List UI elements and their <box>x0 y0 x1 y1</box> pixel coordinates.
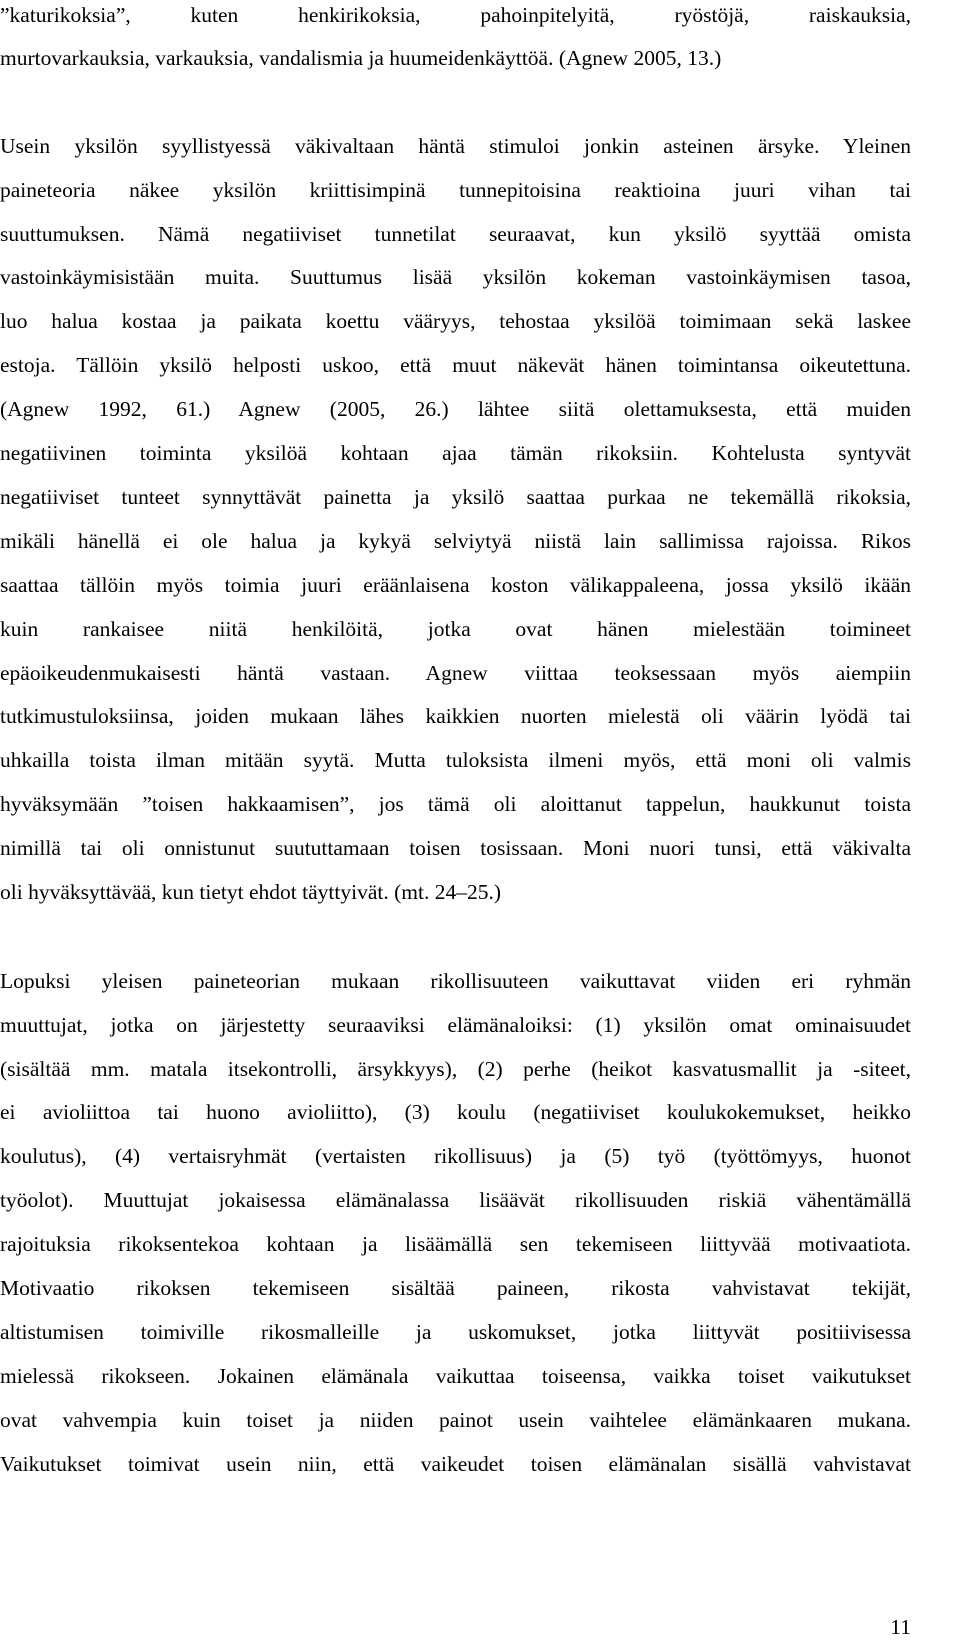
text-line: uhkailla toista ilman mitään syytä. Mutta tuloksista ilmeni myös, että moni oli valmis <box>0 748 911 772</box>
text-line: Lopuksi yleisen paineteorian mukaan rikollisuuteen vaikuttavat viiden eri ryhmän <box>0 969 911 993</box>
text-line: (sisältää mm. matala itsekontrolli, ärsykkyys), (2) perhe (heikot kasvatusmallit ja -siteet, <box>0 1057 911 1081</box>
text-line: vastoinkäymisistään muita. Suuttumus lisää yksilön kokeman vastoinkäymisen tasoa, <box>0 265 911 289</box>
text-line: ei avioliittoa tai huono avioliitto), (3) koulu (negatiiviset koulukokemukset, heikko <box>0 1100 911 1124</box>
text-line: kuin rankaisee niitä henkilöitä, jotka ovat hänen mielestään toimineet <box>0 617 911 641</box>
text-line: murtovarkauksia, varkauksia, vandalismia ja huumeidenkäyttöä. (Agnew 2005, 13.) <box>0 46 722 70</box>
text-line: oli hyväksyttävää, kun tietyt ehdot täyttyivät. (mt. 24–25.) <box>0 880 501 904</box>
text-line: altistumisen toimiville rikosmalleille ja uskomukset, jotka liittyvät positiivisessa <box>0 1320 911 1344</box>
text-line: Vaikutukset toimivat usein niin, että vaikeudet toisen elämänalan sisällä vahvistavat <box>0 1452 911 1476</box>
text-line: rajoituksia rikoksentekoa kohtaan ja lisäämällä sen tekemiseen liittyvää motivaatiota. <box>0 1232 911 1256</box>
text-line: paineteoria näkee yksilön kriittisimpinä tunnepitoisina reaktioina juuri vihan tai <box>0 178 911 202</box>
text-line: muuttujat, jotka on järjestetty seuraaviksi elämänaloiksi: (1) yksilön omat ominaisuudet <box>0 1013 911 1037</box>
text-line: Motivaatio rikoksen tekemiseen sisältää paineen, rikosta vahvistavat tekijät, <box>0 1276 911 1300</box>
text-line: hyväksymään ”toisen hakkaamisen”, jos tämä oli aloittanut tappelun, haukkunut toista <box>0 792 911 816</box>
text-line: koulutus), (4) vertaisryhmät (vertaisten rikollisuus) ja (5) työ (työttömyys, huonot <box>0 1144 911 1168</box>
text-line: ”katurikoksia”, kuten henkirikoksia, pahoinpitelyitä, ryöstöjä, raiskauksia, <box>0 3 911 27</box>
text-line: estoja. Tällöin yksilö helposti uskoo, että muut näkevät hänen toimintansa oikeutettuna. <box>0 353 911 377</box>
page-number: 11 <box>890 1615 911 1639</box>
text-line: Usein yksilön syyllistyessä väkivaltaan häntä stimuloi jonkin asteinen ärsyke. Yleinen <box>0 134 911 158</box>
text-line: ovat vahvempia kuin toiset ja niiden painot usein vaihtelee elämänkaaren mukana. <box>0 1408 911 1432</box>
text-line: (Agnew 1992, 61.) Agnew (2005, 26.) lähtee siitä olettamuksesta, että muiden <box>0 397 911 421</box>
text-line: negatiiviset tunteet synnyttävät painetta ja yksilö saattaa purkaa ne tekemällä rikoksia, <box>0 485 911 509</box>
text-line: mielessä rikokseen. Jokainen elämänala vaikuttaa toiseensa, vaikka toiset vaikutukset <box>0 1364 911 1388</box>
text-line: saattaa tällöin myös toimia juuri eräänlaisena koston välikappaleena, jossa yksilö ikään <box>0 573 911 597</box>
text-line: luo halua kostaa ja paikata koettu vääryys, tehostaa yksilöä toimimaan sekä laskee <box>0 309 911 333</box>
text-line: työolot). Muuttujat jokaisessa elämänalassa lisäävät rikollisuuden riskiä vähentämällä <box>0 1188 911 1212</box>
text-line: suuttumuksen. Nämä negatiiviset tunnetilat seuraavat, kun yksilö syyttää omista <box>0 222 911 246</box>
text-line: negatiivinen toiminta yksilöä kohtaan ajaa tämän rikoksiin. Kohtelusta syntyvät <box>0 441 911 465</box>
text-line: tutkimustuloksiinsa, joiden mukaan lähes kaikkien nuorten mielestä oli väärin lyödä tai <box>0 704 911 728</box>
text-line: nimillä tai oli onnistunut suututtamaan toisen tosissaan. Moni nuori tunsi, että väkivalta <box>0 836 911 860</box>
text-line: mikäli hänellä ei ole halua ja kykyä selviytyä niistä lain sallimissa rajoissa. Rikos <box>0 529 911 553</box>
text-line: epäoikeudenmukaisesti häntä vastaan. Agnew viittaa teoksessaan myös aiempiin <box>0 661 911 685</box>
